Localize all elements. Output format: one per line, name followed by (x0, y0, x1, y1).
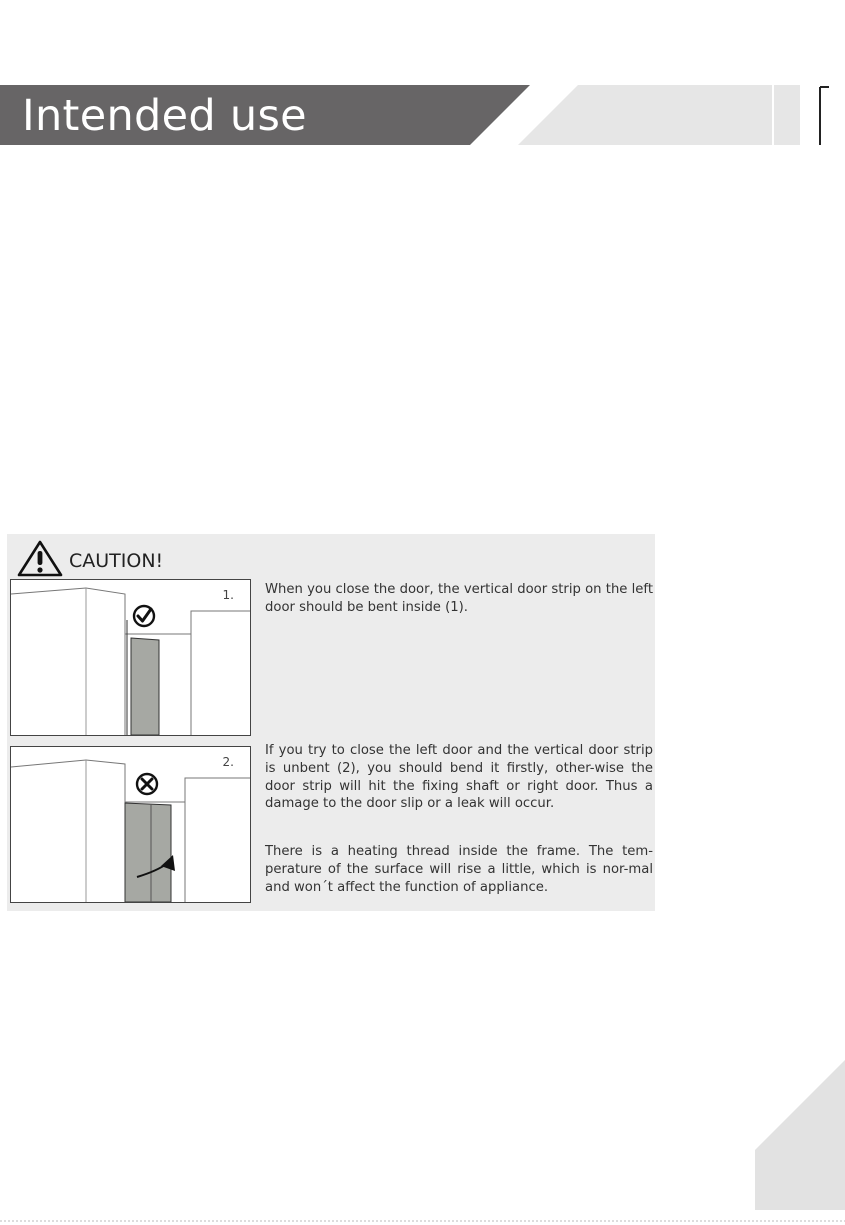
page-title: Intended use (22, 91, 307, 141)
figure-2-number: 2. (222, 755, 234, 769)
caution-paragraph-1: When you close the door, the vertical door strip on the left door should be bent inside (1). (265, 582, 653, 615)
figure-2-unbent-strip (10, 746, 251, 903)
caution-title: CAUTION! (69, 550, 164, 572)
warning-triangle-icon (17, 540, 63, 578)
check-icon (134, 606, 154, 626)
caution-panel (7, 534, 655, 911)
figure-1-correct-strip (10, 579, 251, 736)
door-strip-bent (131, 638, 159, 735)
caution-paragraph-2: If you try to close the left door and the vertical door strip is unbent (2), you should bend it firstly, other-wise the door strip will hit the fixing shaft or right door. Thus a damage to the door slip or a leak will occur. (265, 743, 653, 812)
figure-1-number: 1. (222, 588, 234, 602)
figure-1-drawing (11, 580, 250, 735)
header-tab-shape (518, 85, 800, 145)
caution-paragraph-3: There is a heating thread inside the frame. The tem-perature of the surface will rise a little, which is nor-mal and won´t affect the function of appliance. (265, 844, 653, 895)
figure-2-drawing (11, 747, 250, 902)
door-strip-unbent (125, 803, 171, 902)
cross-icon (137, 774, 157, 794)
